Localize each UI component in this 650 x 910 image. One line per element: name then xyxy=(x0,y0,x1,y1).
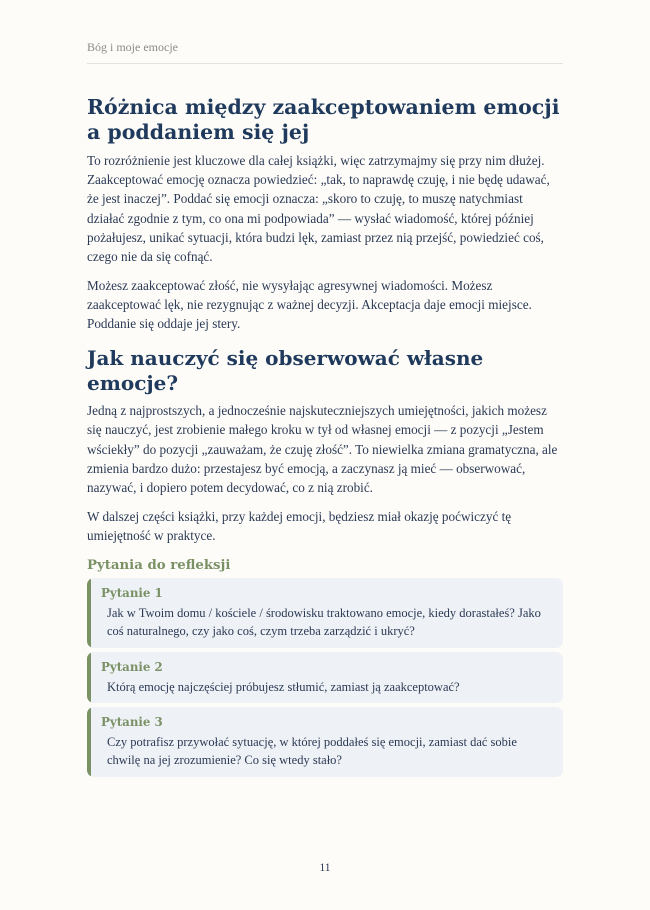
question-text: Jak w Twoim domu / kościele / środowisku traktowano emocje, kiedy dorastałeś? Jako coś naturalnego, czy jako coś, czym trzeba zarządzić i ukryć? xyxy=(107,606,541,639)
question-text: Którą emocję najczęściej próbujesz stłumić, zamiast ją zaakceptować? xyxy=(107,679,460,694)
page xyxy=(87,0,563,781)
reflection-heading: Pytania do refleksji xyxy=(87,558,231,574)
section-title-observing: Jak nauczyć się obserwować własne emocje? xyxy=(87,346,484,396)
reflection-questions xyxy=(87,578,563,776)
question-label: Pytanie 1 xyxy=(101,586,163,601)
question-label: Pytanie 3 xyxy=(101,715,163,730)
page-number: 11 xyxy=(319,862,331,874)
question-card xyxy=(87,578,563,648)
paragraph: To rozróżnienie jest kluczowe dla całej książki, więc zatrzymajmy się przy nim dłużej. Zaakceptować emocję oznacza powiedzieć: „tak, to naprawdę czuję, i nie będę udawać, że jest inaczej”. Poddać się emocji oznacza: „skoro to czuję, to muszę natychmiast działać zgodnie z tym, co ona mi podpowiada” — wysłać wiadomość, której później pożałujesz, unikać sytuacji, która budzi lęk, zamiast przez nią przejść, powiedzieć coś, czego nie da się cofnąć. xyxy=(87,152,550,265)
section-title-acceptance: Różnica między zaakceptowaniem emocji a poddaniem się jej xyxy=(87,95,560,145)
paragraph: Jedną z najprostszych, a jednocześnie najskuteczniejszych umiejętności, jakich możesz się nauczyć, jest zrobienie małego kroku w tył od własnej emocji — z pozycji „Jestem wściekły” do pozycji „zauważam, że czuję złość”. To niewielka zmiana gramatyczna, ale zmienia bardzo dużo: przestajesz być emocją, a zaczynasz ją mieć — obserwować, nazywać, i dopiero potem decydować, co z nią zrobić. xyxy=(87,403,558,496)
running-head: Bóg i moje emocje xyxy=(87,40,563,64)
question-card xyxy=(87,707,563,777)
paragraph: Możesz zaakceptować złość, nie wysyłając agresywnej wiadomości. Możesz zaakceptować lęk, nie rezygnując z ważnej decyzji. Akceptacja daje emocji miejsce. Poddanie się oddaje jej stery. xyxy=(87,277,532,332)
paragraph: W dalszej części książki, przy każdej emocji, będziesz miał okazję poćwiczyć tę umiejętność w praktyce. xyxy=(87,508,512,543)
question-card xyxy=(87,652,563,703)
question-label: Pytanie 2 xyxy=(101,659,163,674)
question-text: Czy potrafisz przywołać sytuację, w której poddałeś się emocji, zamiast dać sobie chwilę na jej zrozumienie? Co się wtedy stało? xyxy=(107,735,517,768)
